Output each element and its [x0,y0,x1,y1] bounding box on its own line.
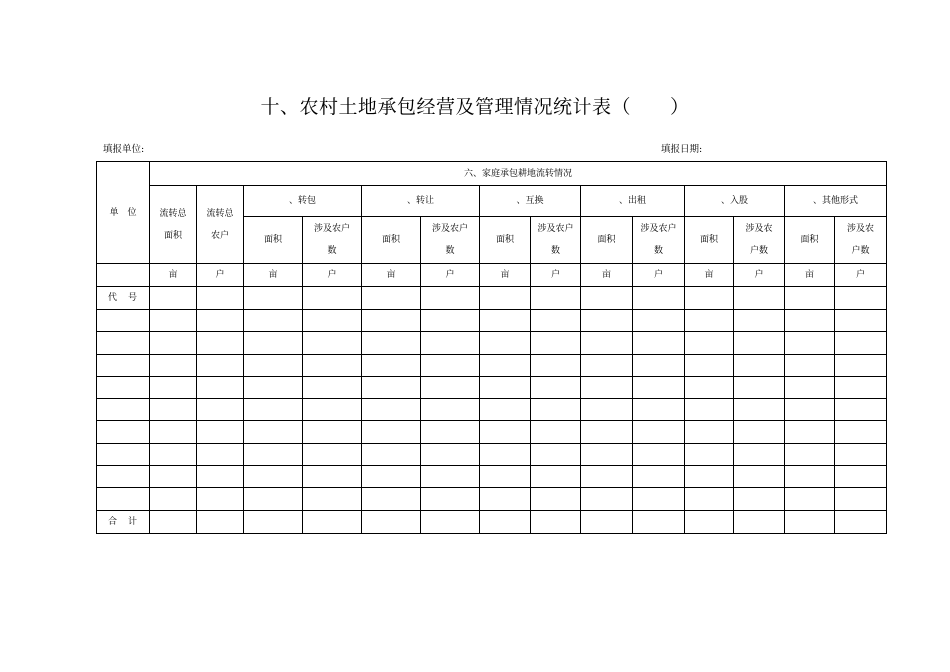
table-cell [581,443,633,465]
table-cell [421,399,480,421]
table-cell [835,510,887,533]
table-row [97,399,887,421]
table-cell [581,399,633,421]
table-cell [785,466,835,488]
table-cell [734,376,785,398]
unit-cell: 亩 [785,264,835,287]
table-cell [785,354,835,376]
table-cell [835,287,887,310]
table-cell [581,466,633,488]
table-cell [244,354,303,376]
table-cell [303,510,362,533]
table-row [97,332,887,354]
table-cell [362,354,421,376]
table-cell [734,421,785,443]
total-row-label: 合 计 [97,510,150,533]
table-cell [362,488,421,510]
table-cell [531,287,581,310]
group-header-exchange: 、互换 [480,186,581,217]
unit-cell: 户 [421,264,480,287]
table-cell [303,287,362,310]
table-cell [244,399,303,421]
table-cell [531,510,581,533]
unit-cell: 亩 [244,264,303,287]
table-cell [362,376,421,398]
table-cell [685,421,734,443]
table-cell [362,310,421,332]
table-cell [531,443,581,465]
table-cell [531,354,581,376]
table-cell [685,310,734,332]
table-row [97,354,887,376]
table-cell [244,510,303,533]
households-header: 涉及农户 数 [421,217,480,264]
table-cell [421,443,480,465]
table-cell [150,354,197,376]
area-header: 面积 [685,217,734,264]
total-row [97,510,887,533]
table-cell [197,466,244,488]
unit-row [97,264,887,287]
table-cell [734,310,785,332]
reporting-date-label: 填报日期: [661,144,703,155]
table-cell [480,376,531,398]
reporting-unit-label: 填报单位: [103,144,145,155]
table-row [97,421,887,443]
table-cell [480,354,531,376]
table-cell [197,399,244,421]
unit-column-header: 单 位 [97,162,150,264]
table-cell [480,510,531,533]
table-cell [303,332,362,354]
table-cell [150,310,197,332]
households-header: 涉及农户 数 [633,217,685,264]
table-cell [633,354,685,376]
table-cell [421,421,480,443]
table-row [97,443,887,465]
page-title: 十、农村土地承包经营及管理情况统计表（ ） [260,96,690,118]
table-cell [734,466,785,488]
table-cell [785,376,835,398]
table-cell [480,287,531,310]
unit-cell: 亩 [581,264,633,287]
table-cell [197,287,244,310]
table-cell [244,421,303,443]
group-header-subcontract: 、转包 [244,186,362,217]
table-cell [685,376,734,398]
table-cell [531,488,581,510]
households-header: 涉及农 户数 [835,217,887,264]
table-cell [97,488,150,510]
table-cell [685,443,734,465]
table-cell [785,287,835,310]
table-cell [531,376,581,398]
table-cell [835,488,887,510]
table-cell [303,310,362,332]
table-cell [97,332,150,354]
table-cell [150,466,197,488]
area-header: 面积 [480,217,531,264]
table-cell [633,488,685,510]
table-cell [97,421,150,443]
area-header: 面积 [362,217,421,264]
table-cell [685,332,734,354]
area-header: 面积 [785,217,835,264]
table-cell [150,488,197,510]
table-cell [785,332,835,354]
unit-cell: 户 [835,264,887,287]
unit-cell: 户 [197,264,244,287]
table-cell [633,332,685,354]
table-cell [150,421,197,443]
table-cell [303,443,362,465]
table-cell [633,376,685,398]
statistics-table [96,161,887,534]
table-cell [480,466,531,488]
table-cell [835,421,887,443]
table-cell [480,332,531,354]
table-cell [97,310,150,332]
table-cell [197,310,244,332]
table-cell [362,399,421,421]
table-cell [734,399,785,421]
table-cell [785,310,835,332]
table-cell [581,510,633,533]
unit-cell: 亩 [362,264,421,287]
table-cell [197,510,244,533]
table-cell [581,488,633,510]
table-cell [421,510,480,533]
table-cell [97,376,150,398]
table-cell [581,332,633,354]
table-cell [197,488,244,510]
table-cell [303,354,362,376]
table-cell [244,466,303,488]
table-cell [150,399,197,421]
table-cell [581,310,633,332]
table-cell [480,488,531,510]
table-cell [785,421,835,443]
table-cell [633,287,685,310]
table-cell [531,332,581,354]
table-cell [835,376,887,398]
table-cell [362,421,421,443]
area-header: 面积 [581,217,633,264]
table-cell [685,399,734,421]
table-row [97,466,887,488]
table-cell [581,287,633,310]
table-cell [480,399,531,421]
table-cell [97,443,150,465]
table-cell [362,510,421,533]
table-cell [531,466,581,488]
table-cell [197,376,244,398]
table-cell [835,443,887,465]
table-cell [685,287,734,310]
table-cell [97,264,150,287]
table-row [97,376,887,398]
table-cell [97,399,150,421]
unit-cell: 户 [531,264,581,287]
unit-cell: 户 [633,264,685,287]
households-header: 涉及农 户数 [734,217,785,264]
table-cell [244,287,303,310]
table-cell [197,332,244,354]
table-cell [835,399,887,421]
group-header-shares: 、入股 [685,186,785,217]
table-cell [531,421,581,443]
table-cell [362,332,421,354]
group-header-lease: 、出租 [581,186,685,217]
table-body [97,287,887,534]
area-header: 面积 [244,217,303,264]
table-cell [244,376,303,398]
table-cell [362,443,421,465]
table-cell [835,466,887,488]
table-cell [362,287,421,310]
code-row-label: 代 号 [97,287,150,310]
table-cell [150,443,197,465]
table-cell [421,287,480,310]
table-cell [150,332,197,354]
table-cell [633,399,685,421]
table-cell [480,443,531,465]
table-cell [421,354,480,376]
table-row [97,310,887,332]
table-cell [97,354,150,376]
table-cell [531,399,581,421]
table-cell [421,466,480,488]
unit-cell: 亩 [480,264,531,287]
unit-cell: 户 [303,264,362,287]
table-cell [421,310,480,332]
table-cell [633,443,685,465]
table-cell [421,488,480,510]
table-cell [303,399,362,421]
table-row [97,488,887,510]
table-cell [633,310,685,332]
table-cell [734,443,785,465]
table-cell [244,310,303,332]
table-cell [734,488,785,510]
households-header: 涉及农户 数 [531,217,581,264]
table-cell [685,510,734,533]
table-cell [150,287,197,310]
table-cell [785,488,835,510]
table-cell [734,332,785,354]
table-cell [244,443,303,465]
table-cell [244,488,303,510]
total-households-header: 流转总 农户 [197,186,244,264]
table-cell [685,488,734,510]
table-cell [633,421,685,443]
code-row [97,287,887,310]
table-cell [97,466,150,488]
table-cell [150,376,197,398]
table-cell [835,354,887,376]
table-cell [303,488,362,510]
households-header: 涉及农户 数 [303,217,362,264]
table-cell [197,354,244,376]
table-cell [150,510,197,533]
table-cell [197,443,244,465]
table-cell [633,510,685,533]
unit-cell: 亩 [685,264,734,287]
table-cell [581,421,633,443]
table-cell [785,443,835,465]
table-cell [581,354,633,376]
table-cell [303,466,362,488]
table-cell [303,421,362,443]
table-cell [421,376,480,398]
table-cell [244,332,303,354]
table-cell [685,354,734,376]
table-cell [197,421,244,443]
table-cell [785,399,835,421]
table-cell [480,421,531,443]
table-cell [785,510,835,533]
group-header-other: 、其他形式 [785,186,887,217]
table-cell [835,310,887,332]
table-cell [734,354,785,376]
group-header-transfer: 、转让 [362,186,480,217]
table-cell [633,466,685,488]
table-cell [835,332,887,354]
table-cell [362,466,421,488]
total-area-header: 流转总 面积 [150,186,197,264]
section-header: 六、家庭承包耕地流转情况 [150,162,887,186]
table-cell [480,310,531,332]
table-cell [421,332,480,354]
table-cell [734,510,785,533]
table-cell [581,376,633,398]
unit-cell: 户 [734,264,785,287]
unit-cell: 亩 [150,264,197,287]
table-cell [685,466,734,488]
table-cell [531,310,581,332]
table-cell [303,376,362,398]
table-cell [734,287,785,310]
